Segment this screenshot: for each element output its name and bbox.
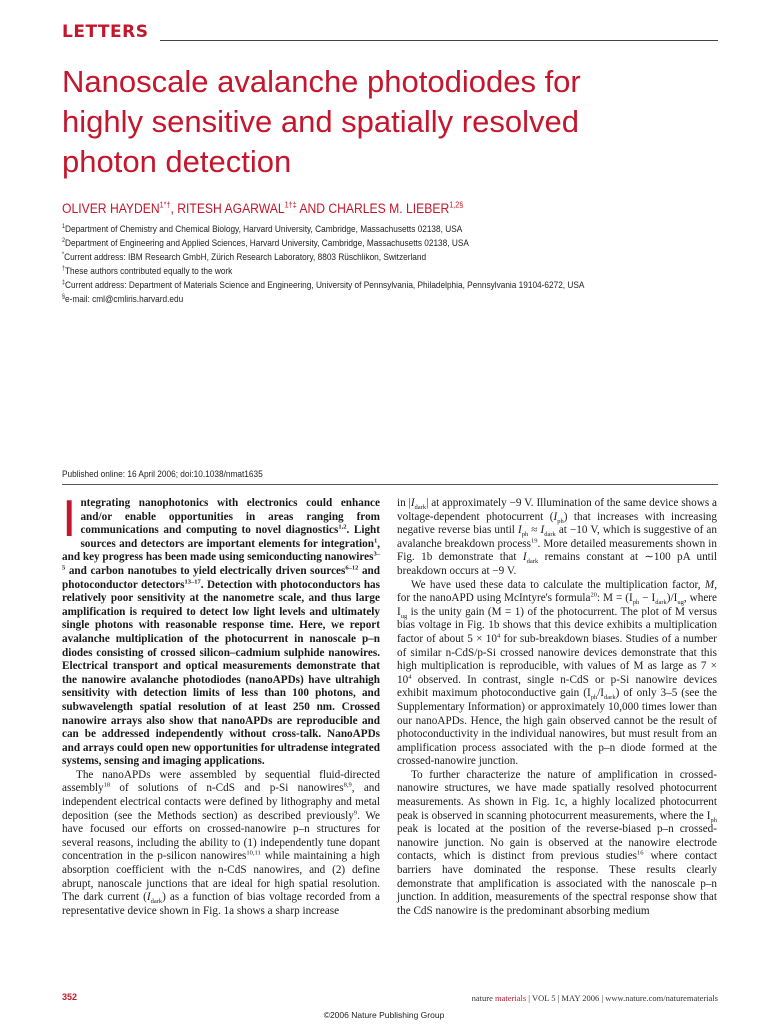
title-line-3: photon detection	[62, 144, 292, 179]
column-right	[397, 497, 717, 918]
affiliation: $^1$Department of Chemistry and Chemical Biology, Harvard University, Cambridge, Massachusetts 02138, USA	[62, 223, 463, 234]
page-number: 352	[62, 992, 78, 1002]
publication-info: Published online: 16 April 2006; doi:10.1038/nmat1635	[62, 469, 263, 479]
author-name: CHARLES M. LIEBER	[328, 201, 450, 216]
author-name: OLIVER HAYDEN	[62, 201, 160, 216]
journal-footer: nature materials | VOL 5 | MAY 2006 | www.nature.com/naturematerials	[471, 993, 718, 1003]
author-separator: AND	[296, 201, 329, 216]
title-line-1: Nanoscale avalanche photodiodes for	[62, 64, 581, 99]
article-title	[62, 62, 702, 182]
affiliation: *Current address: IBM Research GmbH, Zürich Research Laboratory, 8803 Rüschlikon, Switzerland	[62, 251, 427, 262]
section-label: LETTERS	[62, 22, 149, 42]
affiliation-email[interactable]: §e-mail: cml@cmliris.harvard.edu	[62, 293, 184, 304]
divider	[62, 484, 718, 485]
author-separator: ,	[170, 201, 178, 216]
affiliation: †These authors contributed equally to the work	[62, 265, 233, 276]
section-rule	[160, 40, 718, 41]
affiliations	[62, 222, 642, 306]
affiliation: $^2$Department of Engineering and Applied Sciences, Harvard University, Cambridge, Massachusetts 02138, USA	[62, 237, 469, 248]
column-left	[62, 490, 380, 918]
abstract: Integrating nanophotonics with electronics could enhance and/or enable opportunities in areas ranging from communications and computing to novel diagnostics$^{1,2}$. Light sources and detectors are important elements for integration$^1$, and key progress has been made using semiconducting nanowires$^{3-5}$ and carbon nanotubes to yield electrically driven sources$^{6-12}$ and photoconductor detectors$^{13-17}$. Detection with photoconductors has relatively poor sensitivity at the nanometre scale, and thus large amplification is required to detect low light levels and ultimately single photons with reasonable response time. Here, we report avalanche multiplication of the photocurrent in nanoscale p–n diodes consisting of crossed silicon–cadmium sulphide nanowires. Electrical transport and optical measurements demonstrate that the nanowire avalanche photodiodes (nanoAPDs) have ultrahigh sensitivity with detection limits of less than 100 photons, and subwavelength spatial resolution of at least 250 nm. Crossed nanowire arrays also show that nanoAPDs are reproducible and can be addressed independently without cross-talk. NanoAPDs and arrays could open new opportunities for ultradense integrated systems, sensing and imaging applications.	[62, 490, 380, 768]
body-paragraph: The nanoAPDs were assembled by sequential fluid-directed assembly$^{18}$ of solutions of n-CdS and p-Si nanowires$^{8,9}$, and independent electrical contacts were defined by lithography and metal deposition (see the Methods section) as described previously$^9$. We have focused our efforts on crossed-nanowire p–n structures for several reasons, including the ability to (1) independently tune dopant concentration in the p-silicon nanowires$^{10,11}$ while maintaining a high absorption coefficient with the n-CdS nanowires, and (2) define abrupt, nanoscale junctions that are ideal for high spatial resolution. The dark current $(I_{dark})$ as a function of bias voltage recorded from a representative device shown in Fig. 1a shows a sharp increase	[62, 768, 380, 917]
body-paragraph: in $|I_{dark}|$ at approximately −9 V. Illumination of the same device shows a voltage-dependent photocurrent $(I_{ph})$ that increases with increasing negative reverse bias until $I_{ph} \approx I_{dark}$ at −10 V, which is suggestive of an avalanche breakdown process$^{19}$. More detailed measurements shown in Fig. 1b demonstrate that $I_{dark}$ remains constant at ∼100 pA until breakdown occurs at −9 V.	[397, 497, 717, 577]
author-mark: 1,2§	[449, 200, 464, 210]
copyright-notice: ©2006 Nature Publishing Group	[323, 1010, 445, 1020]
body-paragraph: We have used these data to calculate the multiplication factor, M, for the nanoAPD using McIntyre's formula$^{20}$: $M = (I_{ph} - I_{dark})/I_{ug}$, where $I_{ug}$ is the unity gain (M = 1) of the photocurrent. The plot of M versus bias voltage in Fig. 1b shows that this device exhibits a multiplication factor of about $5 \times 10^4$ for sub-breakdown biases. Studies of a number of similar n-CdS/p-Si crossed nanowire devices demonstrate that this high multiplication is reproducible, with values of M as large as $7 \times 10^4$ observed. In contrast, single n-CdS or p-Si nanowire devices exhibit maximum photoconductive gain $(I_{ph}/I_{dark})$ of only 3–5 (see the Supplementary Information) or approximately 10,000 times lower than our nanoAPDs. Hence, the high gain observed cannot be the result of photoconductivity in the individual nanowires, but must result from an amplification process associated with the p–n diode formed at the crossed-nanowire junction.	[397, 578, 717, 768]
author-name: RITESH AGARWAL	[177, 201, 285, 216]
author-mark: 1*†	[159, 200, 171, 210]
author-mark: 1†‡	[284, 200, 297, 210]
author-list	[62, 201, 463, 216]
affiliation: ‡Current address: Department of Materials Science and Engineering, University of Pennsylvania, Philadelphia, Pennsylvania 19104-6272, USA	[62, 279, 585, 290]
title-line-2: highly sensitive and spatially resolved	[62, 104, 579, 139]
drop-cap: I	[62, 490, 77, 548]
body-paragraph: To further characterize the nature of amplification in crossed-nanowire structures, we have made spatially resolved photocurrent measurements. As shown in Fig. 1c, a highly localized photocurrent peak is observed in scanning photocurrent measurements, where the $I_{ph}$ peak is located at the position of the reverse-biased p–n crossed-nanowire junction. No gain is observed at the nanowire electrode contacts, which is distinct from previous studies$^{16}$ where contact barriers have dominated the response. These results clearly demonstrate that amplification is associated with the nanoscale p–n junction. In addition, measurements of the spectral response show that the CdS nanowire is the predominant absorbing medium	[397, 768, 717, 917]
